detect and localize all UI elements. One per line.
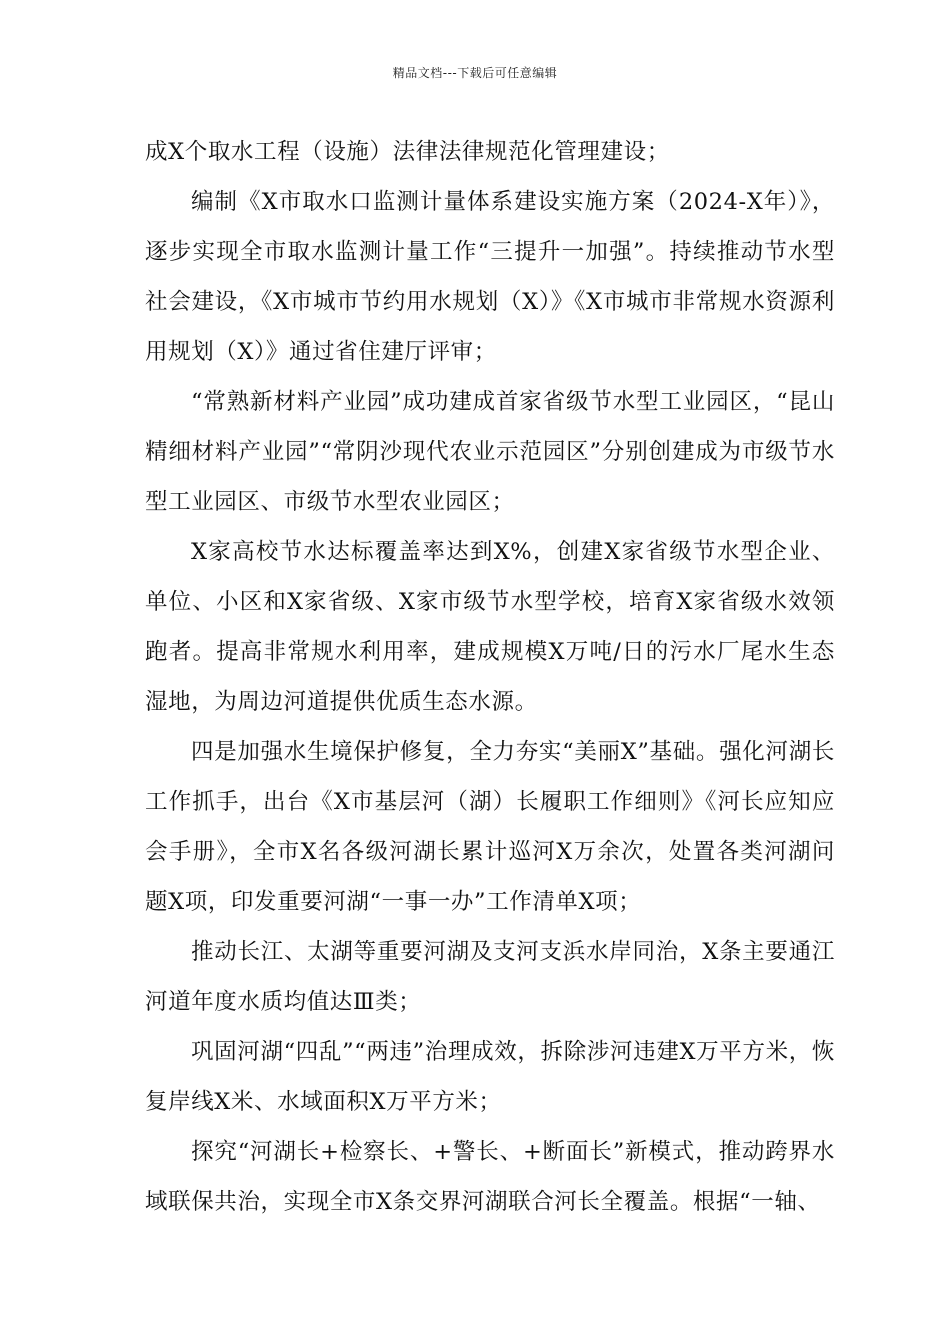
paragraph-8: 探究“河湖长+检察长、+警长、+断面长”新模式，推动跨界水域联保共治，实现全市X条交界河湖联合河长全覆盖。根据“一轴、 [145,1139,835,1215]
document-body [145,127,835,1227]
paragraph-3: “常熟新材料产业园”成功建成首家省级节水型工业园区，“昆山精细材料产业园”“常阴沙现代农业示范园区”分别创建成为市级节水型工业园区、市级节水型农业园区； [145,389,835,515]
paragraph-4: X家高校节水达标覆盖率达到X%，创建X家省级节水型企业、单位、小区和X家省级、X家市级节水型学校，培育X家省级水效领跑者。提高非常规水利用率，建成规模X万吨/日的污水厂尾水生态湿地，为周边河道提供优质生态水源。 [145,539,835,715]
paragraph-6: 推动长江、太湖等重要河湖及支河支浜水岸同治，X条主要通江河道年度水质均值达Ⅲ类； [145,939,835,1015]
paragraph-2: 编制《X市取水口监测计量体系建设实施方案（2024-X年）》，逐步实现全市取水监测计量工作“三提升一加强”。持续推动节水型社会建设，《X市城市节约用水规划（X）》《X市城市非常规水资源利用规划（X）》通过省住建厅评审； [145,189,835,365]
page-header: 精品文档---下载后可任意编辑 [392,66,558,80]
paragraph-5: 四是加强水生境保护修复，全力夯实“美丽X”基础。强化河湖长工作抓手，出台《X市基层河（湖）长履职工作细则》《河长应知应会手册》，全市X名各级河湖长累计巡河X万余次，处置各类河湖问题X项，印发重要河湖“一事一办”工作清单X项； [145,739,835,915]
paragraph-1: 成X个取水工程（设施）法律法律规范化管理建设； [145,139,670,165]
paragraph-7: 巩固河湖“四乱”“两违”治理成效，拆除涉河违建X万平方米，恢复岸线X米、水域面积X万平方米； [145,1039,835,1115]
